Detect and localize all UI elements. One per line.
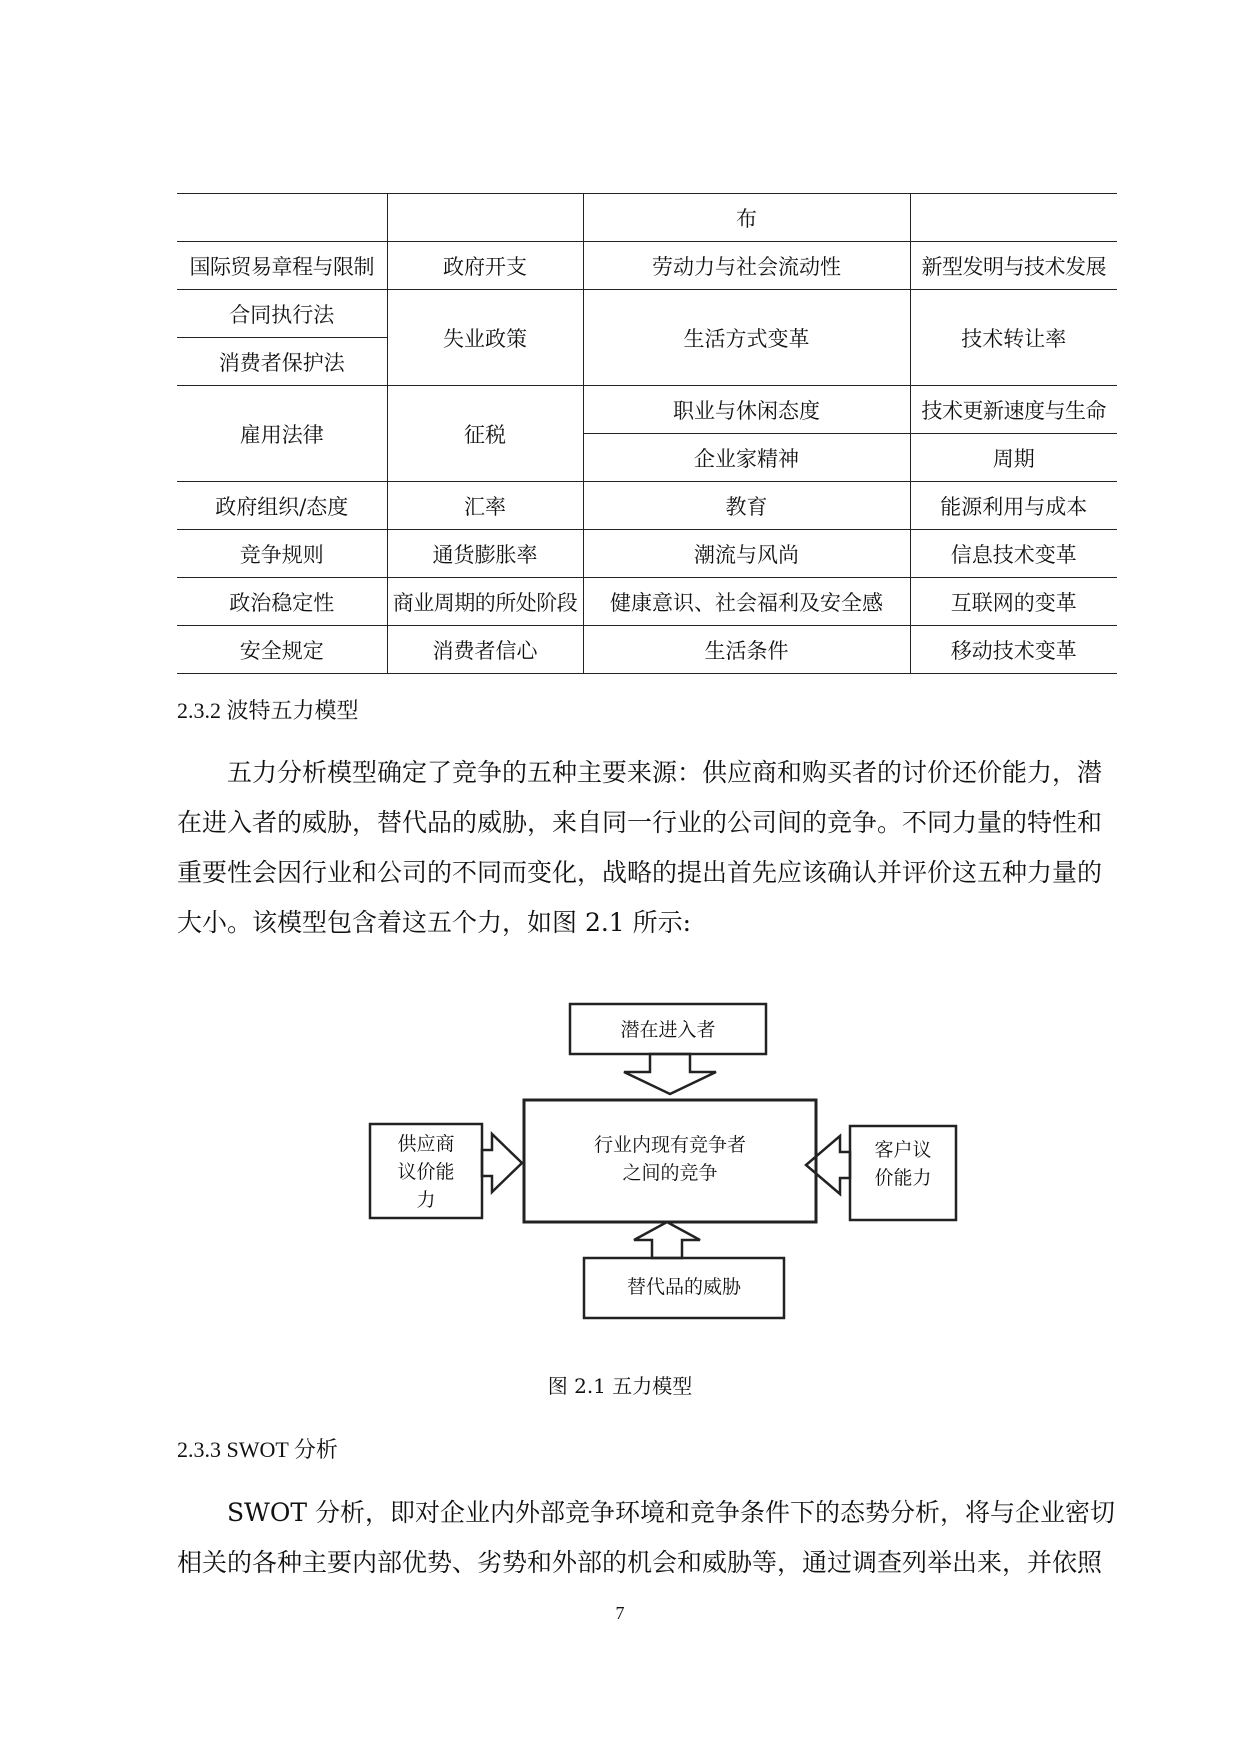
paragraph bbox=[177, 1488, 1117, 1588]
table-row bbox=[177, 386, 1117, 434]
table-cell bbox=[177, 194, 387, 242]
table-row bbox=[177, 530, 1117, 578]
table-cell: 生活条件 bbox=[583, 626, 910, 674]
pestle-factor-table bbox=[177, 193, 1117, 674]
paragraph-line: 大小。该模型包含着这五个力，如图 2.1 所示: bbox=[177, 908, 692, 937]
paragraph-line: 相关的各种主要内部优势、劣势和外部的机会和威胁等，通过调查列举出来，并依照 bbox=[177, 1548, 1103, 1577]
table-cell: 消费者信心 bbox=[387, 626, 583, 674]
five-forces-diagram bbox=[0, 990, 1240, 1350]
potential-entrants-label: 潜在进入者 bbox=[620, 1019, 716, 1041]
table-cell: 政府组织/态度 bbox=[177, 482, 387, 530]
table-cell: 政治稳定性 bbox=[177, 578, 387, 626]
table-cell: 通货膨胀率 bbox=[387, 530, 583, 578]
table-cell: 国际贸易章程与限制 bbox=[177, 242, 387, 290]
section-heading: 2.3.3 SWOT 分析 bbox=[177, 1437, 338, 1462]
table-row bbox=[177, 242, 1117, 290]
table-cell: 安全规定 bbox=[177, 626, 387, 674]
page-number: 7 bbox=[615, 1603, 625, 1623]
table-cell: 生活方式变革 bbox=[583, 290, 910, 386]
table-cell: 技术转让率 bbox=[910, 290, 1117, 386]
rivalry-label-line2: 之间的竞争 bbox=[622, 1162, 718, 1184]
table-cell: 信息技术变革 bbox=[910, 530, 1117, 578]
table-cell: 汇率 bbox=[387, 482, 583, 530]
supplier-label-line1: 供应商 bbox=[397, 1133, 455, 1155]
table-row bbox=[177, 194, 1117, 242]
table-cell bbox=[387, 194, 583, 242]
table-cell: 征税 bbox=[387, 386, 583, 482]
paragraph-line: SWOT 分析，即对企业内外部竞争环境和竞争条件下的态势分析，将与企业密切 bbox=[227, 1498, 1115, 1527]
table-cell: 技术更新速度与生命 bbox=[910, 386, 1117, 434]
up-arrow bbox=[634, 1222, 700, 1258]
table-cell bbox=[910, 194, 1117, 242]
table-cell: 教育 bbox=[583, 482, 910, 530]
table-cell: 竞争规则 bbox=[177, 530, 387, 578]
table-cell: 能源利用与成本 bbox=[910, 482, 1117, 530]
substitutes-label: 替代品的威胁 bbox=[626, 1276, 741, 1298]
table-cell: 周期 bbox=[910, 434, 1117, 482]
table-cell: 健康意识、社会福利及安全感 bbox=[583, 578, 910, 626]
supplier-label-line2: 议价能 bbox=[397, 1161, 455, 1183]
paragraph-line: 五力分析模型确定了竞争的五种主要来源：供应商和购买者的讨价还价能力，潜 bbox=[227, 758, 1103, 787]
table-cell: 互联网的变革 bbox=[910, 578, 1117, 626]
table-row bbox=[177, 290, 1117, 338]
right-arrow bbox=[482, 1134, 522, 1192]
paragraph bbox=[177, 748, 1117, 948]
table-cell: 消费者保护法 bbox=[177, 338, 387, 386]
table-row bbox=[177, 578, 1117, 626]
table-cell: 职业与休闲态度 bbox=[583, 386, 910, 434]
table-cell: 劳动力与社会流动性 bbox=[583, 242, 910, 290]
rivalry-label-line1: 行业内现有竞争者 bbox=[593, 1134, 746, 1156]
table-cell: 合同执行法 bbox=[177, 290, 387, 338]
paragraph-line: 重要性会因行业和公司的不同而变化，战略的提出首先应该确认并评价这五种力量的 bbox=[177, 858, 1103, 887]
table-cell: 布 bbox=[583, 194, 910, 242]
table-cell: 移动技术变革 bbox=[910, 626, 1117, 674]
figure-caption: 图 2.1 五力模型 bbox=[547, 1374, 693, 1398]
buyer-label-line1: 客户议 bbox=[874, 1139, 932, 1161]
table-cell: 雇用法律 bbox=[177, 386, 387, 482]
paragraph-line: 在进入者的威胁，替代品的威胁，来自同一行业的公司间的竞争。不同力量的特性和 bbox=[177, 808, 1103, 837]
table-cell: 企业家精神 bbox=[583, 434, 910, 482]
section-heading: 2.3.2 波特五力模型 bbox=[177, 698, 359, 723]
table-cell: 商业周期的所处阶段 bbox=[387, 578, 583, 626]
buyer-label-line2: 价能力 bbox=[874, 1167, 932, 1189]
table-row bbox=[177, 482, 1117, 530]
table-cell: 政府开支 bbox=[387, 242, 583, 290]
table-cell: 新型发明与技术发展 bbox=[910, 242, 1117, 290]
table-cell: 潮流与风尚 bbox=[583, 530, 910, 578]
supplier-label-line3: 力 bbox=[416, 1189, 436, 1211]
down-arrow bbox=[624, 1054, 716, 1094]
table-cell: 失业政策 bbox=[387, 290, 583, 386]
table-row bbox=[177, 626, 1117, 674]
